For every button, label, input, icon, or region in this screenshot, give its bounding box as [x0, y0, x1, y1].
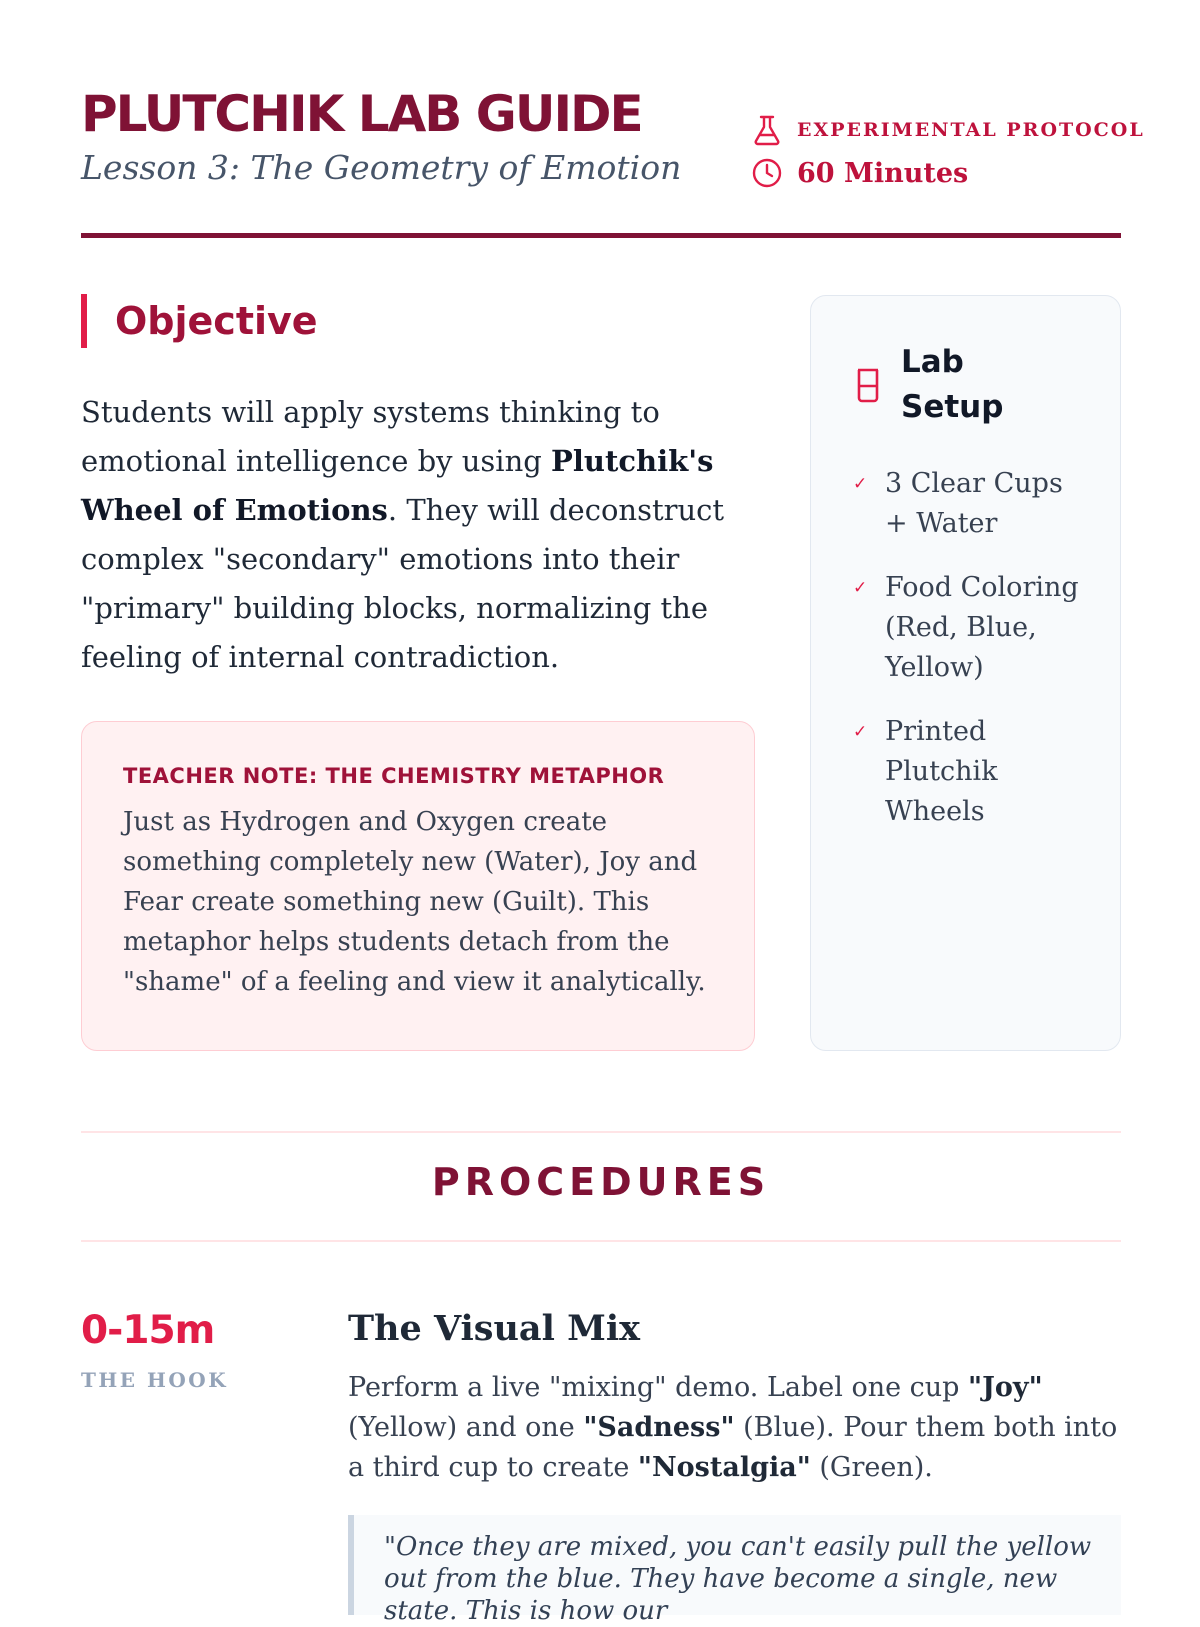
lab-setup-list	[853, 464, 1090, 832]
step-body-emphasis: "Nostalgia"	[637, 1452, 811, 1483]
lab-setup-header	[853, 340, 1090, 430]
page-header	[81, 84, 1145, 244]
heading-accent-bar	[81, 294, 87, 348]
step-body-part: (Green).	[810, 1452, 933, 1483]
protocol-meta	[751, 114, 1145, 146]
header-divider	[81, 233, 1121, 238]
step-time: 0-15m	[81, 1308, 215, 1353]
clock-icon	[751, 157, 783, 189]
lab-setup-title: Lab Setup	[901, 344, 1004, 425]
step-title: The Visual Mix	[348, 1308, 640, 1349]
teacher-note-callout	[81, 721, 755, 1051]
step-body-part: (Yellow) and one	[348, 1412, 584, 1443]
objective-text	[81, 388, 741, 682]
list-item	[853, 464, 1090, 544]
teacher-note-body: Just as Hydrogen and Oxygen create something completely new (Water), Joy and Fear create something new (Guilt). This metaphor helps students detach from the "shame" of a feeling and view it analytically.	[123, 807, 706, 997]
setup-item-label: Printed Plutchik Wheels	[885, 716, 998, 827]
check-icon: ✓	[853, 578, 868, 598]
step-body-part: (Blue). Pour them both into a third cup to create	[348, 1412, 1118, 1483]
step-body	[348, 1368, 1120, 1488]
procedures-top-divider	[81, 1131, 1121, 1133]
step-body-part: Perform a live "mixing" demo. Label one cup	[348, 1372, 969, 1403]
duration-meta	[751, 157, 968, 189]
list-item	[853, 568, 1090, 688]
objective-text-part: Students will apply systems thinking to emotional intelligence by using	[81, 395, 660, 478]
procedures-title: PROCEDURES	[431, 1160, 771, 1204]
step-body-emphasis: "Joy"	[968, 1372, 1043, 1403]
teacher-note-title: TEACHER NOTE: THE CHEMISTRY METAPHOR	[123, 764, 665, 788]
beaker-icon	[853, 366, 883, 406]
objective-title: Objective	[115, 299, 318, 343]
check-icon: ✓	[853, 474, 868, 494]
page-title: PLUTCHIK LAB GUIDE	[81, 85, 642, 143]
setup-item-label: 3 Clear Cups + Water	[885, 468, 1063, 539]
objective-text-part: . They will deconstruct complex "secondary" emotions into their "primary" building blocks, normalizing the feeling of internal contradiction.	[81, 493, 725, 674]
lab-setup-panel	[810, 295, 1121, 1051]
objective-text-emphasis: Plutchik's Wheel of Emotions	[81, 444, 714, 527]
setup-item-label: Food Coloring (Red, Blue, Yellow)	[885, 572, 1079, 683]
duration-label: 60 Minutes	[797, 157, 969, 189]
step-body-emphasis: "Sadness"	[583, 1412, 735, 1443]
objective-heading	[81, 294, 761, 348]
list-item	[853, 712, 1090, 832]
check-icon: ✓	[853, 722, 868, 742]
flask-icon	[751, 114, 783, 146]
step-phase: THE HOOK	[81, 1368, 229, 1392]
step-quote: "Once they are mixed, you can't easily pull the yellow out from the blue. They have become a single, new state. This is how our	[348, 1515, 1121, 1615]
objective-section	[81, 294, 761, 682]
lesson-subtitle: Lesson 3: The Geometry of Emotion	[81, 148, 682, 187]
protocol-label: EXPERIMENTAL PROTOCOL	[797, 119, 1145, 141]
procedures-bottom-divider	[81, 1240, 1121, 1242]
